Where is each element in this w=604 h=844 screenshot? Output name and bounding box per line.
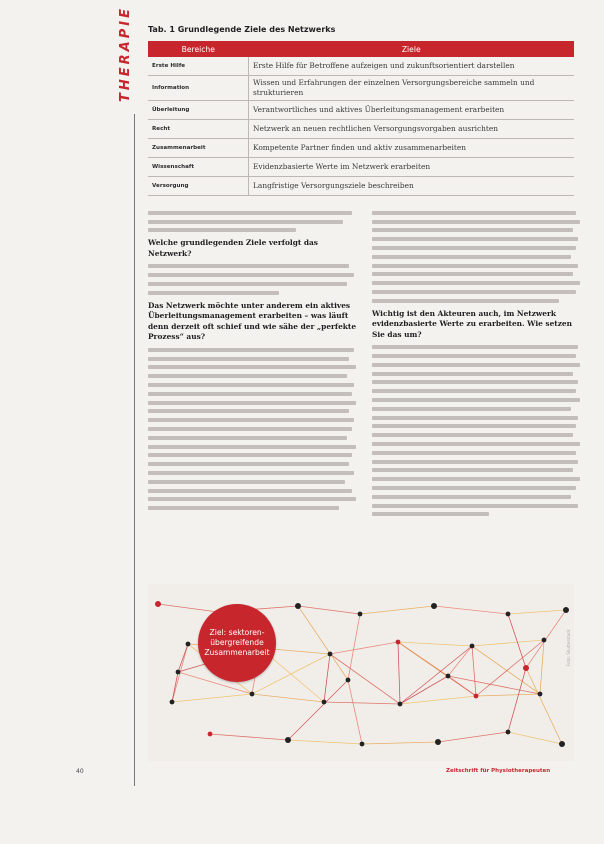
row-ziel: Langfristige Versorgungsziele beschreiben (249, 177, 575, 196)
network-thread (210, 734, 288, 740)
footer-title: Zeitschrift für Physiotherapeuten (446, 768, 551, 774)
section-rule (134, 114, 135, 786)
network-pin (358, 612, 363, 617)
network-thread (252, 694, 324, 702)
network-thread (508, 610, 566, 614)
network-thread (476, 694, 540, 696)
body-paragraph (372, 345, 584, 516)
network-thread (178, 644, 188, 672)
header-ziele: Ziele (249, 41, 575, 57)
network-thread (508, 732, 562, 744)
network-thread (508, 614, 526, 668)
table-row (148, 76, 574, 101)
network-pin (208, 732, 213, 737)
network-thread (172, 672, 178, 702)
goals-table (148, 41, 574, 196)
network-thread (172, 694, 252, 702)
network-pin (250, 692, 255, 697)
table-row (148, 139, 574, 158)
table-row (148, 57, 574, 76)
network-pin (474, 694, 479, 699)
table-row (148, 101, 574, 120)
network-pin (285, 737, 291, 743)
network-thread (448, 676, 540, 694)
network-pin (346, 678, 351, 683)
row-bereich: Versorgung (148, 177, 249, 196)
network-pin (559, 741, 565, 747)
row-ziel: Netzwerk an neuen rechtlichen Versorgungsvorgaben ausrichten (249, 120, 575, 139)
footer-publication (446, 768, 550, 774)
table-row (148, 177, 574, 196)
network-pin (170, 700, 175, 705)
network-pin (155, 601, 161, 607)
table-row (148, 120, 574, 139)
network-thread (398, 642, 400, 704)
network-thread (400, 646, 472, 704)
interview-question: Wichtig ist den Akteuren auch, im Netzwerk evidenzbasierte Werte zu erarbeiten. Wie setzen Sie das um? (372, 308, 572, 339)
network-pin (435, 739, 441, 745)
table-header-row (148, 41, 574, 57)
network-thread (476, 640, 544, 696)
network-pin (295, 603, 301, 609)
network-pin (542, 638, 547, 643)
network-thread (324, 654, 330, 702)
network-pin (396, 640, 401, 645)
body-paragraph (148, 348, 360, 510)
row-ziel: Verantwortliches und aktives Überleitungsmanagement erarbeiten (249, 101, 575, 120)
left-text-column (148, 206, 360, 515)
network-thread (298, 606, 348, 680)
network-thread (158, 604, 218, 612)
network-pin (431, 603, 437, 609)
network-pin (328, 652, 333, 657)
network-thread (472, 646, 540, 694)
network-thread (526, 668, 562, 744)
goal-badge (198, 604, 276, 682)
network-pin (470, 644, 475, 649)
row-ziel: Erste Hilfe für Betroffene aufzeigen und zukunftsorientiert darstellen (249, 57, 575, 76)
network-pin (322, 700, 327, 705)
header-bereiche: Bereiche (148, 41, 249, 57)
row-ziel: Kompetente Partner finden und aktiv zusammenarbeiten (249, 139, 575, 158)
network-pin (446, 674, 451, 679)
row-bereich: Überleitung (148, 101, 249, 120)
row-ziel: Wissen und Erfahrungen der einzelnen Versorgungsbereiche sammeln und strukturieren (249, 76, 575, 101)
network-pin (523, 665, 529, 671)
row-bereich: Erste Hilfe (148, 57, 249, 76)
row-bereich: Information (148, 76, 249, 101)
network-thread (348, 614, 360, 680)
network-pin (176, 670, 181, 675)
network-pin (360, 742, 365, 747)
network-thread (324, 702, 400, 704)
photo-credit: Foto: Shutterstock (566, 629, 571, 666)
section-label: THERAPIE (118, 6, 133, 102)
interview-question: Das Netzwerk möchte unter anderem ein aktives Überleitungsmanagement erarbeiten – was läuft denn derzeit oft schief und wie sähe der „perfekte Prozess“ aus? (148, 300, 357, 342)
network-pin (398, 702, 403, 707)
network-thread (330, 642, 398, 654)
interview-question: Welche grundlegenden Ziele verfolgt das Netzwerk? (148, 238, 318, 258)
network-thread (472, 640, 544, 646)
network-thread (472, 646, 476, 696)
page-number: 40 (76, 768, 84, 775)
right-text-column (372, 206, 584, 521)
body-paragraph (148, 211, 360, 233)
network-pin (186, 642, 191, 647)
network-thread (288, 680, 348, 740)
body-paragraph (372, 211, 584, 303)
network-thread (330, 654, 400, 704)
body-paragraph (148, 264, 360, 294)
row-bereich: Wissenschaft (148, 158, 249, 177)
table-title: Tab. 1 Grundlegende Ziele des Netzwerks (148, 25, 336, 34)
row-ziel: Evidenzbasierte Werte im Netzwerk erarbeiten (249, 158, 575, 177)
network-thread (288, 740, 362, 744)
table-row (148, 158, 574, 177)
network-thread (362, 742, 438, 744)
network-pin (538, 692, 543, 697)
row-bereich: Recht (148, 120, 249, 139)
network-thread (438, 732, 508, 742)
network-thread (398, 642, 472, 646)
network-thread (448, 646, 472, 676)
network-pin (506, 612, 511, 617)
network-thread (348, 680, 362, 744)
network-thread (540, 640, 544, 694)
badge-text: Ziel: sektorenübergreifende Zusammenarbeit (204, 628, 270, 657)
network-thread (434, 606, 508, 614)
row-bereich: Zusammenarbeit (148, 139, 249, 158)
network-thread (298, 606, 360, 614)
network-thread (360, 606, 434, 614)
network-pin (506, 730, 511, 735)
